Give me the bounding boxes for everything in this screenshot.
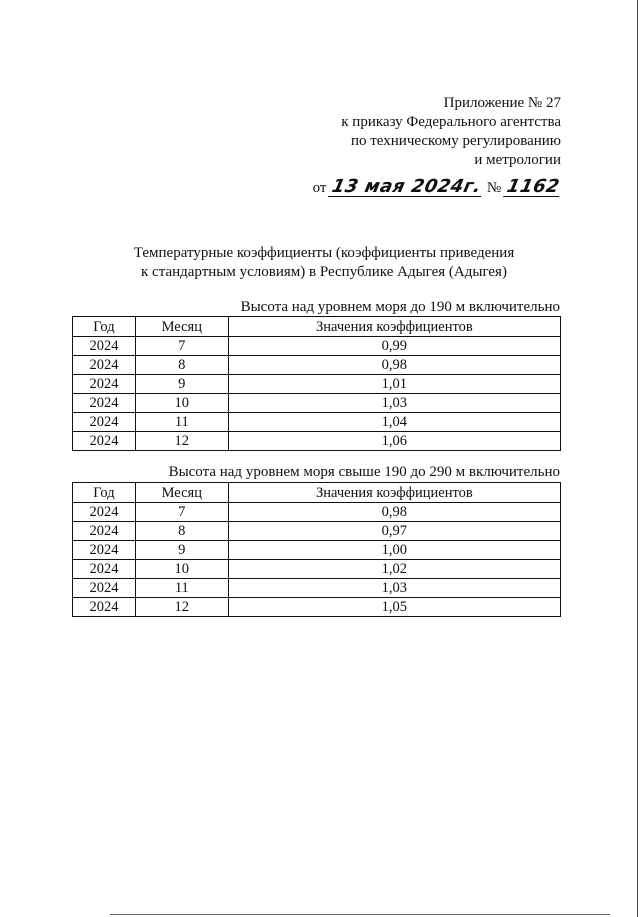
column-header-coefficient: Значения коэффициентов [228,317,560,337]
order-reference-line: к приказу Федерального агентства [341,114,561,130]
handwritten-order-number: 1162 [504,176,562,197]
table-header-row [73,483,561,503]
cell-month: 11 [135,579,228,598]
cell-coefficient: 1,04 [228,413,560,432]
title-line-1: Температурные коэффициенты (коэффициенты приведения [133,245,515,261]
cell-year: 2024 [73,394,136,413]
cell-month: 10 [135,560,228,579]
date-prefix: от [312,180,327,196]
cell-coefficient: 1,06 [228,432,560,451]
table-row [73,375,561,394]
cell-coefficient: 1,05 [228,598,560,617]
cell-year: 2024 [73,375,136,394]
cell-month: 11 [135,413,228,432]
cell-coefficient: 1,03 [228,394,560,413]
cell-coefficient: 1,01 [228,375,560,394]
cell-month: 10 [135,394,228,413]
table-row [73,560,561,579]
cell-year: 2024 [73,337,136,356]
column-header-year: Год [73,483,136,503]
appendix-number: Приложение № 27 [443,95,561,111]
handwritten-date: 13 мая 2024г. [330,176,484,197]
table-row [73,394,561,413]
scan-edge-right [637,0,638,917]
title-line-2: к стандартным условиям) в Республике Адыгея (Адыгея) [141,264,507,280]
cell-coefficient: 1,02 [228,560,560,579]
cell-year: 2024 [73,541,136,560]
table-row [73,541,561,560]
cell-year: 2024 [73,432,136,451]
table-1-caption: Высота над уровнем моря до 190 м включительно [240,299,560,315]
table-row [73,579,561,598]
table-row [73,413,561,432]
cell-month: 8 [135,522,228,541]
cell-month: 8 [135,356,228,375]
table-2-caption: Высота над уровнем моря свыше 190 до 290 м включительно [168,464,560,480]
cell-year: 2024 [73,503,136,522]
order-date-line [313,178,561,198]
table-header-row [73,317,561,337]
cell-coefficient: 0,99 [228,337,560,356]
cell-year: 2024 [73,522,136,541]
agency-line-end: и метрологии [474,152,561,168]
cell-year: 2024 [73,560,136,579]
table-row [73,337,561,356]
cell-month: 12 [135,598,228,617]
column-header-month: Месяц [135,483,228,503]
scan-edge-bottom [110,914,610,915]
cell-month: 9 [135,541,228,560]
cell-coefficient: 0,98 [228,356,560,375]
cell-year: 2024 [73,579,136,598]
cell-coefficient: 1,00 [228,541,560,560]
table-row [73,503,561,522]
table-row [73,522,561,541]
column-header-month: Месяц [135,317,228,337]
coefficients-table-1 [72,316,561,451]
cell-month: 7 [135,337,228,356]
column-header-year: Год [73,317,136,337]
cell-year: 2024 [73,598,136,617]
number-prefix: № [486,180,502,196]
cell-year: 2024 [73,356,136,375]
cell-month: 12 [135,432,228,451]
cell-coefficient: 0,97 [228,522,560,541]
table-row [73,432,561,451]
cell-month: 7 [135,503,228,522]
agency-line: по техническому регулированию [350,133,561,149]
cell-month: 9 [135,375,228,394]
appendix-header [313,94,561,198]
cell-coefficient: 1,03 [228,579,560,598]
document-title [0,244,640,282]
cell-coefficient: 0,98 [228,503,560,522]
column-header-coefficient: Значения коэффициентов [228,483,560,503]
table-row [73,598,561,617]
table-row [73,356,561,375]
cell-year: 2024 [73,413,136,432]
coefficients-table-2 [72,482,561,617]
